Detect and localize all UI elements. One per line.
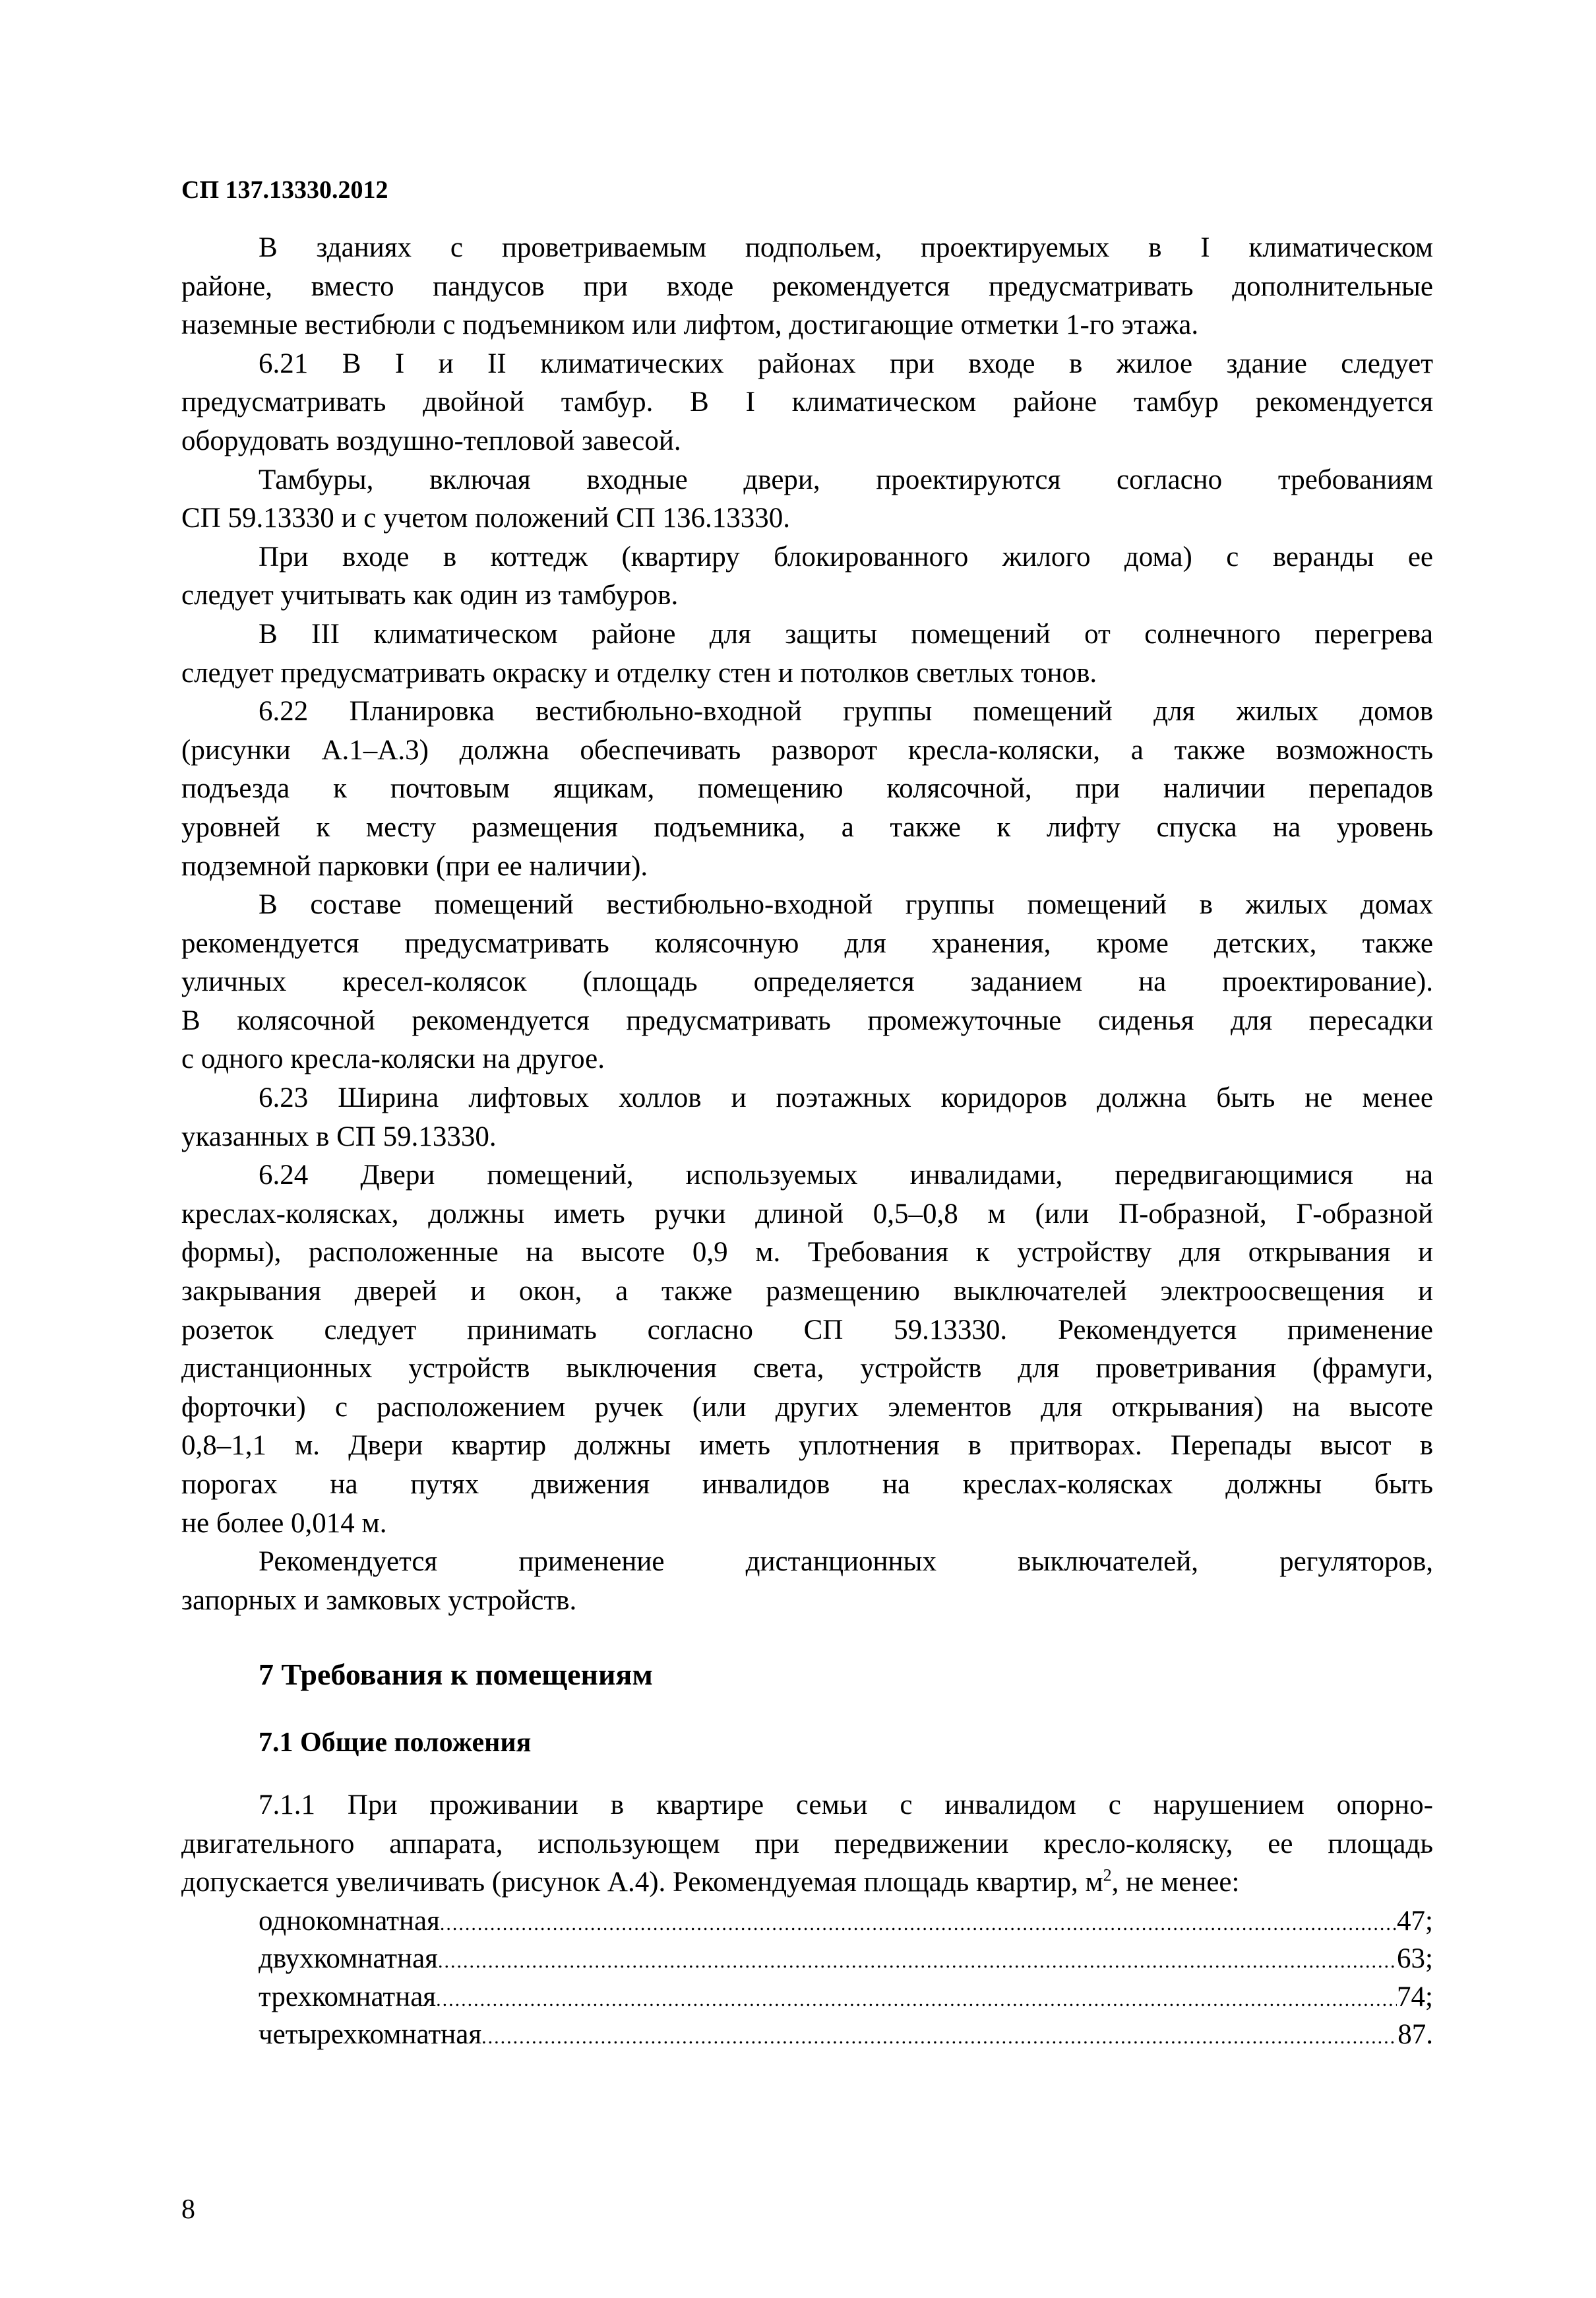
paragraph-line: (рисунки А.1–А.3) должна обеспечивать разворот кресла-коляски, а также возможность <box>181 734 1433 766</box>
subsection-heading: 7.1 Общие положения <box>259 1727 532 1758</box>
item-value: 63; <box>1397 1943 1433 1975</box>
paragraph-line: В зданиях с проветриваемым подпольем, проектируемых в I климатическом <box>259 232 1433 263</box>
page-number: 8 <box>181 2194 195 2225</box>
paragraph-line: 0,8–1,1 м. Двери квартир должны иметь уплотнения в притворах. Перепады высот в <box>181 1430 1433 1462</box>
dot-leader <box>438 1942 1397 1981</box>
item-value: 87. <box>1397 2019 1433 2051</box>
paragraph-line: уличных кресел-колясок (площадь определяется заданием на проектирование). <box>181 966 1433 998</box>
paragraph-line: формы), расположенные на высоте 0,9 м. Требования к устройству для открывания и <box>181 1237 1433 1268</box>
paragraph-line: указанных в СП 59.13330. <box>181 1121 497 1152</box>
paragraph-line: с одного кресла-коляски на другое. <box>181 1043 605 1075</box>
paragraph-line: 6.24 Двери помещений, используемых инвалидами, передвигающимися на <box>259 1160 1433 1191</box>
paragraph-line: подъезда к почтовым ящикам, помещению колясочной, при наличии перепадов <box>181 773 1433 805</box>
paragraph-line: креслах-колясках, должны иметь ручки длиной 0,5–0,8 м (или П-образной, Г-образной <box>181 1198 1433 1229</box>
paragraph-line: 7.1.1 При проживании в квартире семьи с инвалидом с нарушением опорно- <box>259 1789 1433 1820</box>
item-label: четырехкомнатная <box>259 2019 482 2051</box>
paragraph-line: предусматривать двойной тамбур. В I климатическом районе тамбур рекомендуется <box>181 387 1433 418</box>
paragraph-line: В составе помещений вестибюльно-входной группы помещений в жилых домах <box>259 889 1433 921</box>
item-value: 47; <box>1397 1905 1433 1937</box>
paragraph-line: В колясочной рекомендуется предусматривать промежуточные сиденья для пересадки <box>181 1005 1433 1036</box>
line-text: допускается увеличивать (рисунок А.4). Рекомендуемая площадь квартир, м <box>181 1867 1103 1898</box>
paragraph-line: 6.23 Ширина лифтовых холлов и поэтажных коридоров должна быть не менее <box>259 1082 1433 1114</box>
paragraph-line: наземные вестибюли с подъемником или лифтом, достигающие отметки 1-го этажа. <box>181 309 1199 341</box>
paragraph-line: не более 0,014 м. <box>181 1507 387 1539</box>
paragraph-line: розеток следует принимать согласно СП 59.13330. Рекомендуется применение <box>181 1314 1433 1346</box>
area-list <box>181 1902 1433 2054</box>
list-item <box>181 1940 1433 1978</box>
paragraph-line: порогах на путях движения инвалидов на креслах-колясках должны быть <box>181 1469 1433 1500</box>
paragraph-line: Тамбуры, включая входные двери, проектируются согласно требованиям <box>259 464 1433 495</box>
paragraph-line: 6.21 В I и II климатических районах при входе в жилое здание следует <box>259 348 1433 379</box>
paragraph-line: двигательного аппарата, использующем при передвижении кресло-коляску, ее площадь <box>181 1828 1433 1859</box>
paragraph-line: уровней к месту размещения подъемника, а также к лифту спуска на уровень <box>181 811 1433 843</box>
item-value: 74; <box>1397 1981 1433 2012</box>
paragraph-line: следует учитывать как один из тамбуров. <box>181 580 679 611</box>
dot-leader <box>481 2018 1397 2057</box>
list-item <box>181 1902 1433 1941</box>
paragraph-line: закрывания дверей и окон, а также размещению выключателей электроосвещения и <box>181 1276 1433 1307</box>
paragraph-line: подземной парковки (при ее наличии). <box>181 850 648 882</box>
item-label: двухкомнатная <box>259 1943 438 1975</box>
dot-leader <box>436 1981 1397 2019</box>
paragraph-line: запорных и замковых устройств. <box>181 1584 577 1616</box>
paragraph-line: СП 59.13330 и с учетом положений СП 136.13330. <box>181 503 790 534</box>
paragraph-line: Рекомендуется применение дистанционных выключателей, регуляторов, <box>259 1546 1433 1578</box>
list-item <box>181 1978 1433 2016</box>
paragraph-line: В III климатическом районе для защиты помещений от солнечного перегрева <box>259 618 1433 650</box>
dot-leader <box>440 1905 1397 1943</box>
document-code-header: СП 137.13330.2012 <box>181 176 388 204</box>
paragraph-line: рекомендуется предусматривать колясочную для хранения, кроме детских, также <box>181 927 1433 959</box>
paragraph-line: дистанционных устройств выключения света, устройств для проветривания (фрамуги, <box>181 1353 1433 1384</box>
line-text: , не менее: <box>1111 1867 1240 1898</box>
item-label: однокомнатная <box>259 1905 440 1937</box>
body-text <box>181 229 1433 1620</box>
list-item <box>181 2016 1433 2054</box>
paragraph-line: оборудовать воздушно-тепловой завесой. <box>181 425 681 456</box>
superscript: 2 <box>1103 1865 1112 1885</box>
paragraph-line: форточки) с расположением ручек (или других элементов для открывания) на высоте <box>181 1391 1433 1423</box>
paragraph-line: При входе в коттедж (квартиру блокированного жилого дома) с веранды ее <box>259 541 1433 573</box>
section-heading: 7 Требования к помещениям <box>259 1658 653 1691</box>
paragraph-line <box>181 1863 1433 1902</box>
paragraph-line: 6.22 Планировка вестибюльно-входной группы помещений для жилых домов <box>259 696 1433 728</box>
paragraph-line: районе, вместо пандусов при входе рекомендуется предусматривать дополнительные <box>181 270 1433 302</box>
paragraph-line: следует предусматривать окраску и отделку стен и потолков светлых тонов. <box>181 657 1097 689</box>
item-label: трехкомнатная <box>259 1981 437 2012</box>
section-7-1-1 <box>181 1786 1433 2054</box>
